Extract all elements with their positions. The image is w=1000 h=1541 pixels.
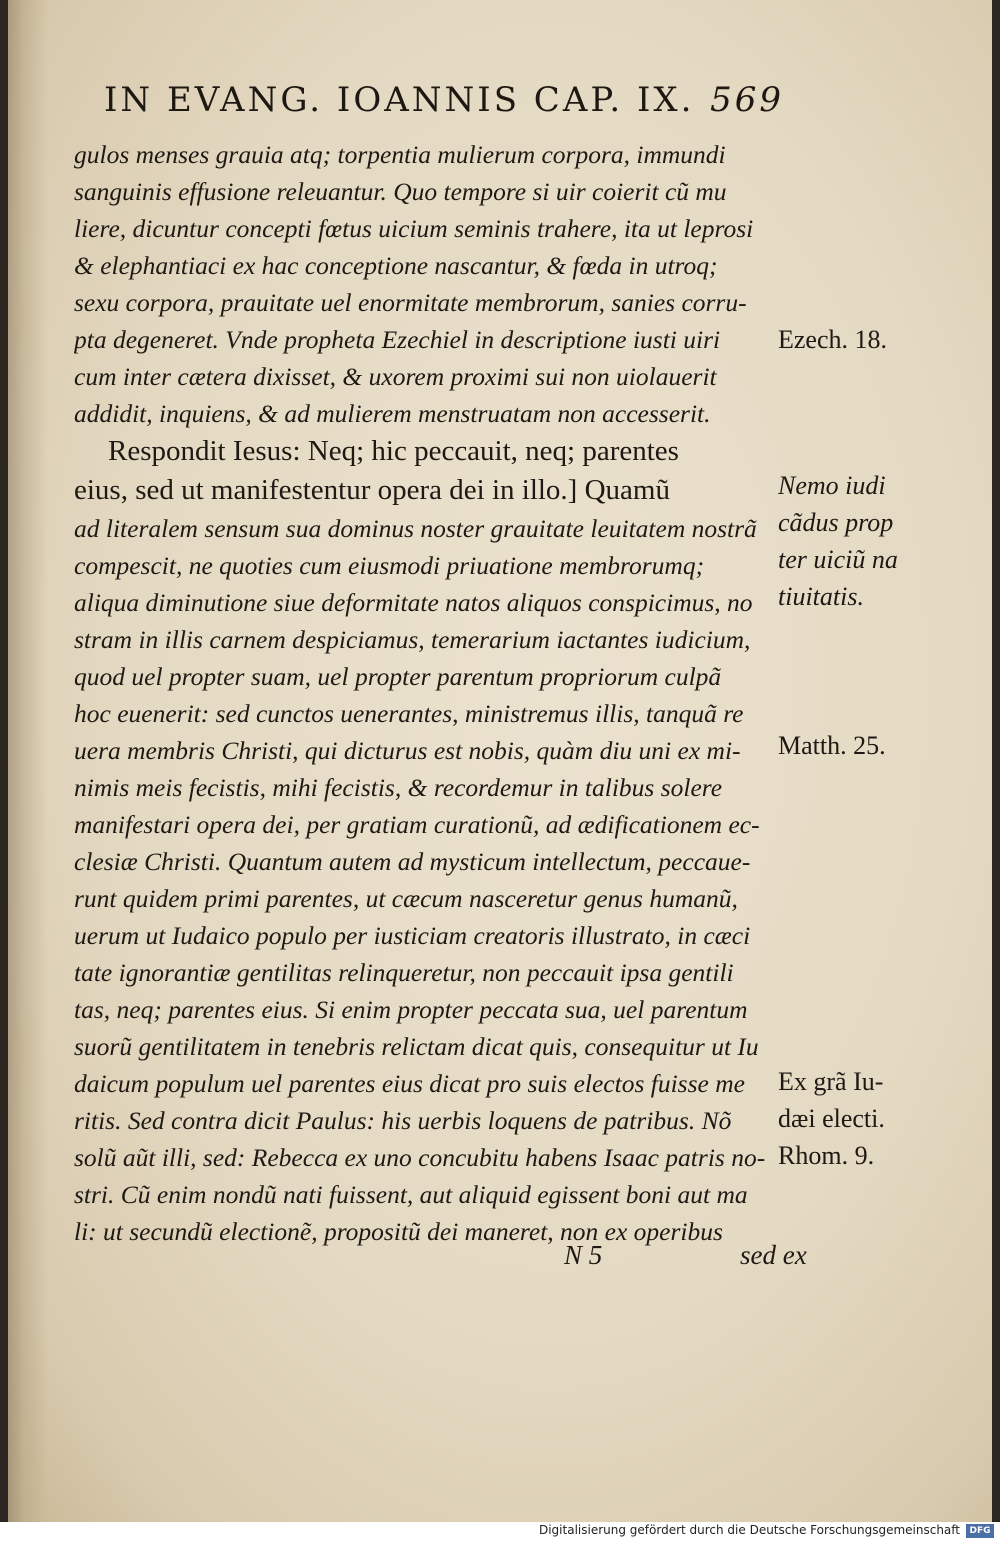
lemma-line: Respondit Iesus: Neq; hic peccauit, neq; parentes [108,435,679,467]
text-line: ad literalem sensum sua dominus noster grauitate leuitatem nostrã [74,514,757,543]
text-line: liere, dicuntur concepti fœtus uicium seminis trahere, ita ut leprosi [74,214,754,243]
text-line: runt quidem primi parentes, ut cæcum nasceretur genus humanũ, [74,884,738,913]
text-line: sanguinis effusione releuantur. Quo tempore si uir coierit cũ mu [74,177,727,206]
text-line: clesiæ Christi. Quantum autem ad mysticum intellectum, peccaue- [74,847,751,876]
signature-mark: N 5 [564,1240,603,1270]
credit-text: Digitalisierung gefördert durch die Deutsche Forschungsgemeinschaft [538,1523,960,1537]
lemma-line: eius, sed ut manifestentur opera dei in illo.] Quamũ [74,474,670,506]
text-line: sexu corpora, prauitate uel enormitate membrorum, sanies corru- [74,288,747,317]
text-line: tas, neq; parentes eius. Si enim propter peccata sua, uel parentum [74,995,748,1024]
text-line: pta degeneret. Vnde propheta Ezechiel in descriptione iusti uiri [74,325,721,354]
text-line: uerum ut Iudaico populo per iusticiam creatoris illustrato, in cæci [74,921,751,950]
running-title: IN EVANG. IOANNIS CAP. IX. [104,80,695,120]
text-line: manifestari opera dei, per gratiam curationũ, ad ædificationem ec- [74,810,760,839]
text-line: compescit, ne quoties cum eiusmodi priuatione membrorumq; [74,551,705,580]
text-line: aliqua diminutione siue deformitate natos aliquos conspicimus, no [74,588,753,617]
text-line: nimis meis fecistis, mihi fecistis, & recordemur in talibus solere [74,773,723,802]
page-header [104,80,784,124]
text-line: hoc euenerit: sed cunctos uenerantes, ministremus illis, tanquã re [74,699,744,728]
margin-note-line: Nemo iudi [778,471,886,500]
text-line: cum inter cætera dixisset, & uxorem proximi sui non uiolauerit [74,362,717,391]
text-line: & elephantiaci ex hac conceptione nascantur, & fœda in utroq; [74,251,718,280]
main-text [74,136,774,1250]
dfg-logo: DFG [966,1524,994,1538]
margin-note-line: Matth. 25. [778,731,886,760]
catchword: sed ex [740,1240,807,1270]
text-line: li: ut secundũ electionẽ, propositũ dei maneret, non ex operibus [74,1217,723,1246]
text-line: ritis. Sed contra dicit Paulus: his uerbis loquens de patribus. Nõ [74,1106,732,1135]
text-line: stri. Cũ enim nondũ nati fuissent, aut aliquid egissent boni aut ma [74,1180,748,1209]
margin-note-line: cãdus prop [778,508,894,537]
margin-note-ezechiel [778,321,887,358]
text-line: stram in illis carnem despiciamus, temerarium iactantes iudicium, [74,625,751,654]
margin-note-nemo [778,467,898,615]
margin-note-line: Rhom. 9. [778,1141,875,1170]
page-number: 569 [710,80,784,120]
credit-bar [0,1522,1000,1541]
margin-note-line: dæi electi. [778,1104,885,1133]
text-line: solũ aũt illi, sed: Rebecca ex uno concubitu habens Isaac patris no- [74,1143,766,1172]
text-line: gulos menses grauia atq; torpentia mulierum corpora, immundi [74,140,726,169]
margin-note-line: Ex grã Iu- [778,1067,884,1096]
margin-note-line: Ezech. 18. [778,325,888,354]
page-gutter [8,0,48,1522]
text-line: quod uel propter suam, uel propter parentum propriorum culpã [74,662,722,691]
text-line: daicum populum uel parentes eius dicat pro suis electos fuisse me [74,1069,745,1098]
margin-note-line: tiuitatis. [778,582,864,611]
margin-note-line: ter uiciũ na [778,545,898,574]
margin-note-electi [778,1063,885,1174]
text-line: addidit, inquiens, & ad mulierem menstruatam non accesserit. [74,399,711,428]
text-line: tate ignorantiæ gentilitas relinqueretur, non peccauit ipsa gentili [74,958,734,987]
margin-note-matthew [778,727,886,764]
book-page [8,0,992,1522]
text-line: uera membris Christi, qui dicturus est nobis, quàm diu uni ex mi- [74,736,741,765]
text-line: suorũ gentilitatem in tenebris relictam dicat quis, consequitur ut Iu [74,1032,759,1061]
